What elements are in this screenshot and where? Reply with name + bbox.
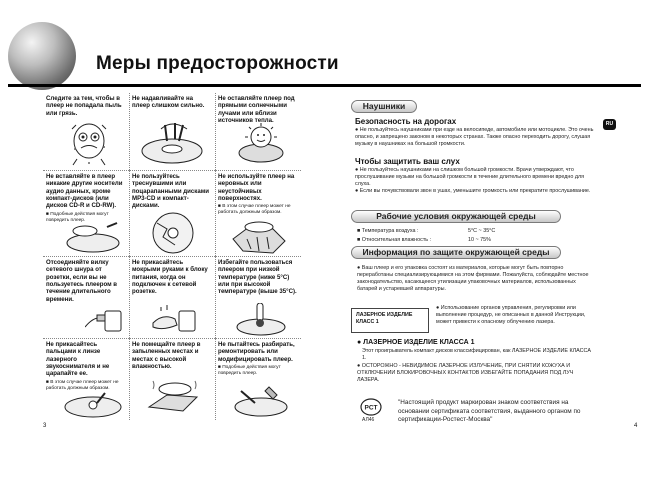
precaution-cell (129, 338, 215, 420)
hearing-paragraph-2: ● Если вы почувствовали звон в ушах, уменьшите громкость или прекратите прослушивание. (355, 188, 591, 195)
precaution-cell (129, 93, 215, 170)
precaution-cell (43, 170, 129, 256)
hearing-text (355, 167, 595, 196)
hearing-paragraph-1: ● Не пользуйтесь наушниками на слишком большой громкости. Врачи утверждают, что прослушивание музыки на большой громкости в течение длительного времени вредно для слуха. (355, 167, 585, 188)
precaution-cell (215, 256, 301, 338)
precaution-text: Не прикасайтесь мокрыми руками к блоку питания, когда он подключен к сетевой розетке. (132, 259, 208, 296)
dust-humidity-illustration (145, 377, 203, 419)
precaution-text: Не вставляйте в плеер никакие другие носители аудио данных, кроме компакт-дисков (или дисков CD-R и CD-RW). (46, 173, 123, 210)
cert-text (398, 399, 598, 425)
dusty-player-illustration (69, 119, 111, 167)
road-safety-title: Безопасность на дорогах (355, 117, 457, 126)
precaution-text: Не оставляйте плеер под прямыми солнечными лучами или вблизи источников тепла. (218, 95, 295, 124)
insert-disc-illustration (63, 221, 125, 255)
laser-class-text (362, 348, 592, 362)
laser-warning-text (357, 363, 593, 384)
laser-class-label-box: ЛАЗЕРНОЕ ИЗДЕЛИЕ КЛАСС 1 (351, 308, 429, 333)
precaution-note: ■ Подобные действия могут повредить плеер. (218, 364, 281, 376)
protection-paragraph: ● Ваш плеер и его упаковка состоят из материалов, которые могут быть повторно переработаны специализирующимися на этом фирмами. Пожалуйста, соблюдайте местное законодательство, касающееся утилизации упаковочных материалов, использованных батарей и устаревшей аппаратуры. (357, 265, 589, 293)
precaution-cell (129, 256, 215, 338)
sun-heat-illustration (225, 123, 295, 169)
road-safety-paragraph: ● Не пользуйтесь наушниками при езде на велосипеде, автомобиле или мотоцикле. Это очень опасно, и запрещено законом в некоторых странах. Также опасно переходить дорогу, слушая музыку в наушниках на большой громкости. (355, 127, 594, 148)
precaution-cell (129, 170, 215, 256)
controls-note-paragraph: ● Использование органов управления, регулировки или выполнение процедур, не описанных в данной Инструкции, может привести к опасному облучению лазера. (436, 305, 586, 326)
rostest-certification-icon (360, 398, 382, 416)
headphones-section-bar: Наушники (351, 100, 417, 113)
temperature-illustration (233, 303, 289, 337)
precaution-text: Не прикасайтесь пальцами к линзе лазерного звукоснимателя и не царапайте ее. (46, 341, 110, 378)
precautions-grid (43, 93, 301, 420)
unplug-cord-illustration (85, 305, 125, 337)
hearing-title: Чтобы защитить ваш слух (355, 157, 460, 166)
laser-lens-illustration (61, 389, 125, 419)
precaution-text: Избегайте пользоваться плеером при низкой температуре (ниже 5°С) или при высокой температуре (выше 35°С). (218, 259, 297, 296)
precaution-text: Не пользуйтесь треснувшими или поцарапанными дисками MP3-CD и компакт-дисками. (132, 173, 210, 210)
wet-hands-illustration (149, 305, 205, 337)
cd-disc-image (8, 22, 76, 90)
laser-class-paragraph: Этот проигрыватель компакт дисков классифицирован, как ЛАЗЕРНОЕ ИЗДЕЛИЕ КЛАССА 1. (362, 348, 591, 362)
precaution-cell (43, 93, 129, 170)
precaution-note: ■ В этом случае плеер может не работать должным образом. (46, 379, 119, 391)
precaution-text: Не помещайте плеер в запыленных местах и местах с высокой влажностью. (132, 341, 201, 370)
cracked-disc-illustration (145, 211, 201, 255)
header-rule (8, 84, 641, 87)
precaution-cell (215, 338, 301, 420)
protection-text (357, 265, 593, 294)
precaution-text: Отсоединяйте вилку сетевого шнура от розетки, если вы не пользуетесь плеером в течение длительного времени. (46, 259, 118, 303)
temperature-label: ■ Температура воздуха : (357, 228, 419, 234)
disassemble-illustration (231, 385, 291, 419)
cert-paragraph: "Настоящий продукт маркирован знаком соответствия на основании сертификата соответствия, выданного органом по сертификации-Ростест-Москва" (398, 399, 581, 424)
humidity-value: 10 ~ 75% (468, 237, 491, 243)
precaution-text: Не надавливайте на плеер слишком сильно. (132, 95, 205, 110)
environment-section-bar: Рабочие условия окружающей среды (351, 210, 561, 223)
humidity-label: ■ Относительная влажность : (357, 237, 432, 243)
protection-section-bar: Информация по защите окружающей среды (351, 246, 561, 259)
page-number-left: 3 (43, 423, 47, 429)
precaution-text: Не используйте плеер на неровных или неустойчивых поверхностях. (218, 173, 295, 202)
precaution-text: Следите за тем, чтобы в плеер не попадала пыль или грязь. (46, 95, 122, 117)
laser-warning-paragraph: ● ОСТОРОЖНО - НЕВИДИМОЕ ЛАЗЕРНОЕ ИЗЛУЧЕНИЕ, ПРИ СНЯТИИ КОЖУХА И ОТКЛЮЧЕНИИ БЛОКИРОВОЧНЫХ КОНТАКТОВ ИЗБЕГАЙТЕ ПОПАДАНИЯ ПОД ЛУЧ ЛАЗЕРА. (357, 363, 574, 384)
road-safety-text (355, 127, 595, 148)
precaution-text: Не пытайтесь разбирать, ремонтировать или модифицировать плеер. (218, 341, 295, 363)
page-title: Меры предосторожности (96, 53, 339, 74)
laser-class-title: ● ЛАЗЕРНОЕ ИЗДЕЛИЕ КЛАССА 1 (357, 339, 475, 346)
cert-mark-text: PCT (364, 404, 378, 412)
precaution-cell (43, 338, 129, 420)
precaution-note: ■ В этом случае плеер может не работать должным образом. (218, 204, 291, 216)
precaution-cell (215, 93, 301, 170)
cert-code: АЛ46 (362, 417, 375, 423)
pressed-player-illustration (137, 121, 207, 167)
precaution-note: ■ Подобные действия могут повредить плеер. (46, 211, 109, 223)
uneven-surface-illustration (229, 219, 289, 255)
precaution-cell (43, 256, 129, 338)
page-number-right: 4 (634, 423, 638, 429)
controls-note (436, 305, 596, 326)
precaution-cell (215, 170, 301, 256)
temperature-value: 5°С ~ 35°С (468, 228, 496, 234)
language-badge: RU (603, 119, 616, 130)
